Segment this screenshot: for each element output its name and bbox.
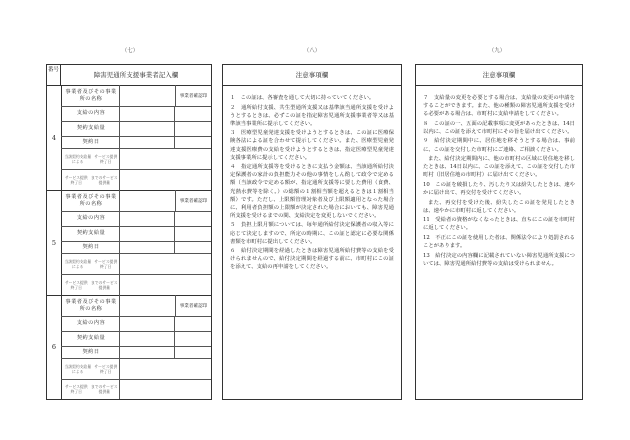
section-number: 6 xyxy=(47,295,62,399)
row-remaining xyxy=(61,274,211,295)
value-contract-date[interactable] xyxy=(119,346,175,358)
confirm-stamp-box[interactable] xyxy=(174,331,211,346)
value-provider-name[interactable] xyxy=(119,85,175,106)
notes-panel-right xyxy=(415,64,583,400)
row-contract-amount xyxy=(61,121,211,137)
value-end-date[interactable] xyxy=(119,358,211,379)
note-paragraph: また、再交付を受けた後、紛失したこの証を発見したときは、速やかに市町村に返してください。 xyxy=(423,199,575,214)
row-content xyxy=(61,316,211,332)
row-provider-name xyxy=(61,295,211,317)
confirm-stamp-box[interactable] xyxy=(174,316,211,331)
value-remaining[interactable] xyxy=(119,169,211,190)
note-paragraph: ４ 指定通所支援等を受けるときに支払う金額は、当該通所給付決定保護者の家計の負担能力その他の事情をしん酌して政令で定める額（当該政令で定める額が、指定通所支援等に要した費用（食費、光熱水費等を除く。）の総額の１割相当額を超えるときは１割相当額）です。ただし、上限額管理対象者及び上限額適用となった場合に、利用者負担額の上限額が決定された場合においても、障害児通所支援を受けるまでの間、支給決定を変更しないでください。 xyxy=(230,164,394,219)
label-content: 支給の内容 xyxy=(76,215,106,222)
confirm-stamp-label: 事業者確認印 xyxy=(175,295,211,316)
label-end-date: 当該契約支給量による サービス提供終了日 xyxy=(64,363,118,374)
confirm-stamp-box[interactable] xyxy=(174,346,211,358)
row-contract-amount xyxy=(61,226,211,242)
row-provider-name xyxy=(61,190,211,212)
provider-entry-table xyxy=(46,64,212,400)
note-paragraph: ９ 給付決定期間中に、居住地を移そうとする場合は、事前に、この証を交付した市町村にご連絡、ご相談ください。 xyxy=(423,138,575,153)
page-number-8: （八） xyxy=(303,48,321,54)
notes-title: 注意事項欄 xyxy=(416,65,582,86)
label-content: 支給の内容 xyxy=(76,320,106,327)
label-remaining: サービス提供終了日 までのサービス提供量 xyxy=(64,174,118,185)
value-contract-amount[interactable] xyxy=(119,331,175,346)
value-contract-date[interactable] xyxy=(119,241,175,253)
label-provider-name: 事業者及びその事業所の名称 xyxy=(65,299,117,312)
confirm-stamp-label: 事業者確認印 xyxy=(175,190,211,211)
confirm-stamp-box[interactable] xyxy=(174,121,211,136)
page-number-7: （七） xyxy=(121,48,139,54)
value-provider-name[interactable] xyxy=(119,295,175,316)
label-contract-amount: 契約支給量 xyxy=(76,125,106,132)
note-paragraph: また、給付決定期間内に、他の市町村の区域に居住地を移したときは、14日以内に、この証を添えて、この証を交付した市町村（旧居住地の市町村）に届け出てください。 xyxy=(423,156,575,179)
label-end-date: 当該契約支給量による サービス提供終了日 xyxy=(64,153,118,164)
value-remaining[interactable] xyxy=(119,274,211,295)
row-end-date xyxy=(61,253,211,275)
confirm-stamp-box[interactable] xyxy=(174,136,211,148)
value-content[interactable] xyxy=(119,211,175,226)
value-contract-amount[interactable] xyxy=(119,226,175,241)
notes-body xyxy=(416,86,582,268)
confirm-stamp-box[interactable] xyxy=(174,226,211,241)
value-remaining[interactable] xyxy=(119,379,211,399)
value-provider-name[interactable] xyxy=(119,190,175,211)
row-content xyxy=(61,106,211,122)
note-paragraph: １ この証は、各審査を通して大切に持っていてください。 xyxy=(230,95,375,101)
page-number-9: （九） xyxy=(488,48,506,54)
row-end-date xyxy=(61,148,211,170)
label-contract-date: 契約日 xyxy=(82,348,100,355)
value-contract-date[interactable] xyxy=(119,136,175,148)
value-content[interactable] xyxy=(119,316,175,331)
note-paragraph: 10 この証を破損したり、汚したり又は紛失したときは、速やかに届け出て、再交付を受けてください。 xyxy=(423,181,575,197)
label-provider-name: 事業者及びその事業所の名称 xyxy=(65,89,117,102)
confirm-stamp-label: 事業者確認印 xyxy=(175,85,211,106)
row-remaining xyxy=(61,379,211,399)
row-remaining xyxy=(61,169,211,190)
value-end-date[interactable] xyxy=(119,253,211,274)
label-remaining: サービス提供終了日 までのサービス提供量 xyxy=(64,279,118,290)
confirm-stamp-box[interactable] xyxy=(174,106,211,121)
label-provider-name: 事業者及びその事業所の名称 xyxy=(65,194,117,207)
section-number: 4 xyxy=(47,85,62,190)
label-contract-amount: 契約支給量 xyxy=(76,230,106,237)
provider-section-4 xyxy=(47,85,211,191)
value-end-date[interactable] xyxy=(119,148,211,169)
label-end-date: 当該契約支給量による サービス提供終了日 xyxy=(64,258,118,269)
value-content[interactable] xyxy=(119,106,175,121)
notes-body xyxy=(223,86,401,271)
note-paragraph: ５ 負担上限月額については、毎年通所給付決定保護者の収入等に応じて決定しますので、所定の時期に、この証と認定に必要な関係書類を市町村に提出してください。 xyxy=(230,222,394,245)
label-contract-amount: 契約支給量 xyxy=(76,335,106,342)
label-contract-date: 契約日 xyxy=(82,243,100,250)
table-header xyxy=(47,65,211,86)
provider-section-5 xyxy=(47,190,211,296)
row-provider-name xyxy=(61,85,211,107)
confirm-stamp-box[interactable] xyxy=(174,241,211,253)
note-paragraph: ６ 給付決定期間を経過したときは障害児通所給付費等の支給を受けられませんので、給付決定期間を経過する前に、市町村にこの証を添えて、支給の再申請をしてください。 xyxy=(230,248,394,271)
row-content xyxy=(61,211,211,227)
table-title: 障害児通所支援事業者記入欄 xyxy=(93,71,179,79)
note-paragraph: 12 不正にこの証を使用した者は、関係法令により処罰されることがあります。 xyxy=(423,235,575,250)
note-paragraph: 13 給付決定の内容欄に記載されていない障害児通所支援については、障害児通所給付費等の支給は受けられません。 xyxy=(423,252,575,267)
label-content: 支給の内容 xyxy=(76,110,106,117)
number-header: 番号 xyxy=(47,65,61,85)
confirm-stamp-box[interactable] xyxy=(174,211,211,226)
label-remaining: サービス提供終了日 までのサービス提供量 xyxy=(64,384,118,394)
notes-title: 注意事項欄 xyxy=(223,65,401,86)
note-paragraph: ２ 通所給付支援、共生型通所支援又は基準該当通所支援を受けようとするときは、必ずこの証を指定障害児通所支援事業者等又は基準該当事業所に提示してください。 xyxy=(230,104,394,127)
section-number: 5 xyxy=(47,190,62,295)
notes-panel-middle xyxy=(222,64,402,400)
value-contract-amount[interactable] xyxy=(119,121,175,136)
row-contract-amount xyxy=(61,331,211,347)
note-paragraph: 11 受給者の資格がなくなったときは、直ちにこの証を市町村に返してください。 xyxy=(423,217,575,232)
label-contract-date: 契約日 xyxy=(82,138,100,145)
row-end-date xyxy=(61,358,211,380)
note-paragraph: ７ 支給量の変更を必要とする場合は、支給量の変更の申請をすることができます。また、他の種類の障害児通所支援を受ける必要がある場合は、市町村に支給申請をしてください。 xyxy=(423,95,575,118)
note-paragraph: ３ 医療型児童発達支援を受けようとするときは、この証に医療保険各法による証を合わせて提示してください。また、医療型児童発達支援医療費の支給を受けようとするときは、指定医療型児童発達支援事業所に提示してください。 xyxy=(230,130,394,161)
note-paragraph: ８ この証の一、五面の記載事項に変更があったときは、14日以内に、この証を添えて市町村にその旨を届け出てください。 xyxy=(423,120,575,135)
provider-section-6 xyxy=(47,295,211,399)
